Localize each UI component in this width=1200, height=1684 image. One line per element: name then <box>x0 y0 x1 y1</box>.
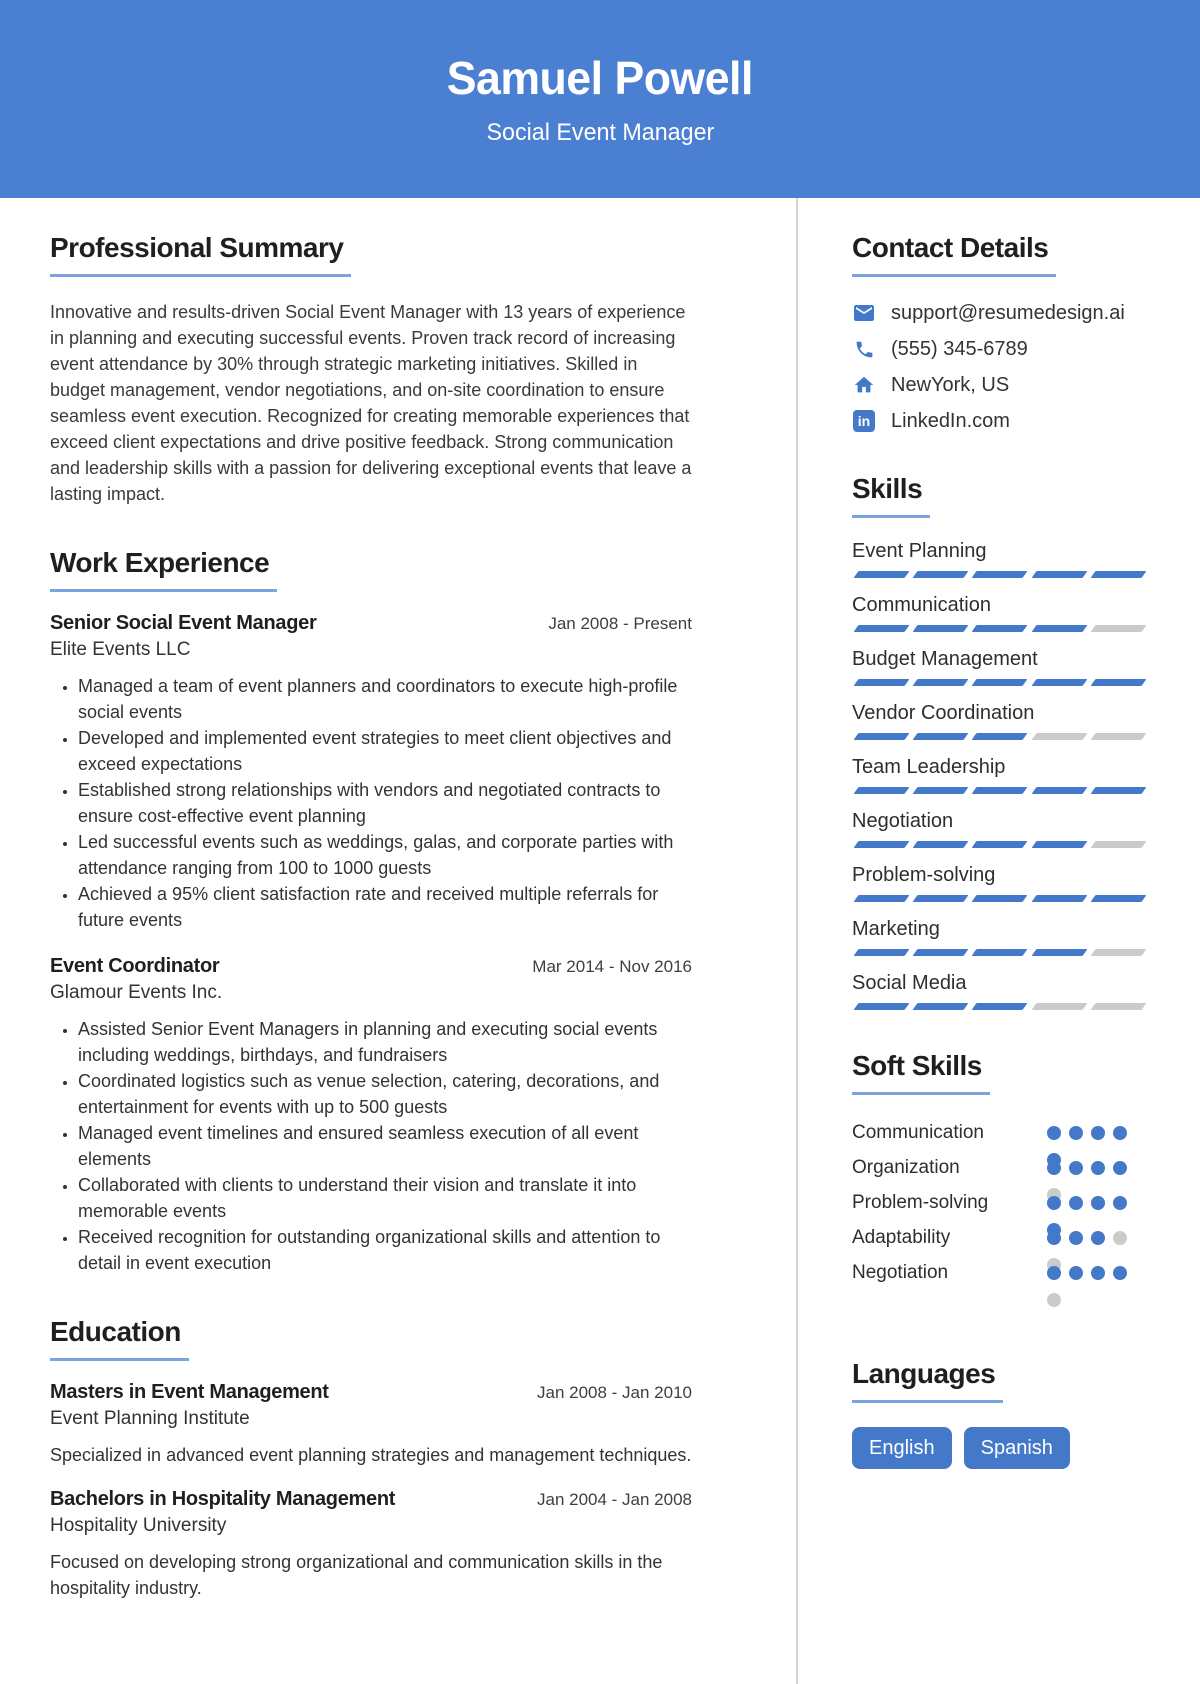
soft-skill-dots <box>1047 1161 1127 1175</box>
skill-bar-segment <box>1031 895 1087 902</box>
sidebar-column <box>852 198 1148 1469</box>
skill-bar-segment <box>913 625 969 632</box>
soft-skill-dot <box>1091 1231 1105 1245</box>
contact-title: Contact Details <box>852 232 1056 277</box>
job-bullet: • Led successful events such as weddings, galas, and corporate parties with attendance ranging from 100 to 1000 guests <box>78 829 692 881</box>
skill-bar-segment <box>913 733 969 740</box>
job-dates: Mar 2014 - Nov 2016 <box>532 957 692 976</box>
skill-bar-segment <box>913 787 969 794</box>
skill-row <box>852 646 1148 686</box>
skill-bar-segment <box>1031 571 1087 578</box>
language-badge: English <box>852 1427 952 1469</box>
soft-skill-name: Communication <box>852 1121 984 1143</box>
skill-bar <box>852 949 1148 956</box>
soft-skills-title: Soft Skills <box>852 1050 990 1095</box>
soft-skill-dot <box>1047 1161 1061 1175</box>
skill-bar-segment <box>854 1003 910 1010</box>
school-name: Hospitality University <box>50 1515 227 1536</box>
skill-bar-segment <box>972 571 1028 578</box>
contact-section <box>852 232 1148 433</box>
skill-bar-segment <box>1090 679 1146 686</box>
skills-title: Skills <box>852 473 930 518</box>
skill-bar-segment <box>913 1003 969 1010</box>
skill-bar-segment <box>854 679 910 686</box>
skill-bar-segment <box>913 949 969 956</box>
language-badge: Spanish <box>964 1427 1070 1469</box>
soft-skill-dot <box>1113 1231 1127 1245</box>
skill-name: Negotiation <box>852 810 954 832</box>
languages-list <box>852 1427 1148 1469</box>
degree-name: Masters in Event Management <box>50 1381 329 1403</box>
skill-bar-segment <box>972 679 1028 686</box>
soft-skill-dot <box>1047 1126 1061 1140</box>
skill-name: Problem-solving <box>852 864 996 886</box>
contact-linkedin: LinkedIn.com <box>891 409 1010 432</box>
skill-bar-segment <box>1031 625 1087 632</box>
degree-name: Bachelors in Hospitality Management <box>50 1488 396 1510</box>
skill-name: Vendor Coordination <box>852 702 1035 724</box>
email-icon <box>852 301 876 325</box>
home-icon <box>852 373 876 397</box>
skill-bar-segment <box>913 679 969 686</box>
soft-skill-row <box>852 1150 1148 1185</box>
soft-skill-row <box>852 1220 1148 1255</box>
soft-skills-overflow-spacer <box>852 1290 1148 1318</box>
skills-list <box>852 538 1148 1010</box>
soft-skill-dot <box>1091 1196 1105 1210</box>
column-divider <box>796 198 798 1684</box>
soft-skill-dot <box>1047 1231 1061 1245</box>
contact-phone: (555) 345-6789 <box>891 337 1028 360</box>
phone-icon <box>852 337 876 361</box>
education-title: Education <box>50 1316 189 1361</box>
skill-name: Social Media <box>852 972 967 994</box>
skill-bar-segment <box>913 895 969 902</box>
soft-skill-dots <box>1047 1196 1127 1210</box>
job-bullet: • Developed and implemented event strategies to meet client objectives and exceed expectations <box>78 725 692 777</box>
contact-phone-row <box>852 337 1148 361</box>
skill-bar-segment <box>913 571 969 578</box>
education-dates: Jan 2008 - Jan 2010 <box>536 1383 692 1402</box>
skill-bar-segment <box>1031 787 1087 794</box>
job-company: Glamour Events Inc. <box>50 982 223 1003</box>
skill-bar-segment <box>972 733 1028 740</box>
skill-bar-segment <box>1090 625 1146 632</box>
skill-bar-segment <box>1090 841 1146 848</box>
job-bullet: • Managed a team of event planners and coordinators to execute high-profile social events <box>78 673 692 725</box>
skill-bar-segment <box>972 625 1028 632</box>
soft-skill-name: Organization <box>852 1156 960 1178</box>
soft-skill-row <box>852 1115 1148 1150</box>
soft-skill-dot <box>1047 1293 1061 1307</box>
job-header <box>50 612 692 635</box>
skill-bar-segment <box>854 733 910 740</box>
skill-row <box>852 592 1148 632</box>
job-role: Event Coordinator <box>50 955 220 977</box>
education-entry <box>50 1488 692 1601</box>
main-column <box>50 198 692 1601</box>
linkedin-icon: in <box>852 409 876 433</box>
skill-bar-segment <box>1090 895 1146 902</box>
content-area <box>0 198 1200 1684</box>
experience-title: Work Experience <box>50 547 277 592</box>
skill-bar <box>852 625 1148 632</box>
skill-bar <box>852 841 1148 848</box>
skill-bar-segment <box>1090 787 1146 794</box>
job-bullet: • Achieved a 95% client satisfaction rate and received multiple referrals for future events <box>78 881 692 933</box>
skill-bar-segment <box>1090 571 1146 578</box>
skill-bar-segment <box>1031 1003 1087 1010</box>
soft-skill-row <box>852 1185 1148 1220</box>
languages-section <box>852 1358 1148 1469</box>
skill-bar <box>852 787 1148 794</box>
job-bullet-list <box>50 1016 692 1276</box>
skill-row <box>852 538 1148 578</box>
skill-bar <box>852 733 1148 740</box>
skill-bar <box>852 679 1148 686</box>
soft-skill-dot <box>1113 1161 1127 1175</box>
contact-list <box>852 301 1148 433</box>
job-bullet: • Received recognition for outstanding organizational skills and attention to detail in event execution <box>78 1224 692 1276</box>
skill-bar-segment <box>1031 841 1087 848</box>
soft-skill-dot <box>1069 1161 1083 1175</box>
soft-skill-dot <box>1113 1266 1127 1280</box>
skill-bar-segment <box>913 841 969 848</box>
skill-bar-segment <box>854 625 910 632</box>
job-dates: Jan 2008 - Present <box>548 614 692 633</box>
skill-bar-segment <box>1031 679 1087 686</box>
summary-section <box>50 232 692 507</box>
contact-location-row <box>852 373 1148 397</box>
soft-skill-dot <box>1047 1266 1061 1280</box>
skill-row <box>852 700 1148 740</box>
soft-skill-dot <box>1091 1161 1105 1175</box>
person-job-title: Social Event Manager <box>486 119 714 146</box>
skill-row <box>852 916 1148 956</box>
soft-skill-name: Problem-solving <box>852 1191 989 1213</box>
skill-bar-segment <box>854 949 910 956</box>
summary-title: Professional Summary <box>50 232 351 277</box>
job-bullet: • Managed event timelines and ensured seamless execution of all event elements <box>78 1120 692 1172</box>
header-banner <box>0 0 1200 198</box>
skill-bar-segment <box>854 895 910 902</box>
skill-name: Budget Management <box>852 648 1038 670</box>
education-header <box>50 1381 692 1404</box>
summary-text: Innovative and results-driven Social Event Manager with 13 years of experience in planning and executing successful events. Proven track record of increasing event attendance by 30% through strategic marketing initiatives. Skilled in budget management, vendor negotiations, and on-site coordination to ensure seamless event execution. Recognized for creating memorable experiences that exceed client expectations and drive positive feedback. Strong communication and leadership skills with a passion for delivering exceptional events that leave a lasting impact. <box>50 302 692 504</box>
soft-skill-row <box>852 1255 1148 1290</box>
skill-row <box>852 862 1148 902</box>
languages-title: Languages <box>852 1358 1003 1403</box>
soft-skills-list <box>852 1115 1148 1318</box>
education-entry <box>50 1381 692 1468</box>
contact-linkedin-row <box>852 409 1148 433</box>
job-bullet: • Assisted Senior Event Managers in planning and executing social events including weddings, birthdays, and fundraisers <box>78 1016 692 1068</box>
skill-bar-segment <box>972 895 1028 902</box>
education-dates: Jan 2004 - Jan 2008 <box>536 1490 692 1509</box>
skill-name: Communication <box>852 594 991 616</box>
school-name: Event Planning Institute <box>50 1408 250 1429</box>
skill-bar-segment <box>972 841 1028 848</box>
skill-bar-segment <box>854 841 910 848</box>
soft-skill-dot <box>1069 1231 1083 1245</box>
skill-row <box>852 970 1148 1010</box>
skill-bar-segment <box>1090 733 1146 740</box>
skill-bar <box>852 1003 1148 1010</box>
education-header <box>50 1488 692 1511</box>
job-bullet: • Coordinated logistics such as venue selection, catering, decorations, and entertainment for events with up to 500 guests <box>78 1068 692 1120</box>
job-company: Elite Events LLC <box>50 639 191 660</box>
job-bullet-list <box>50 673 692 933</box>
soft-skill-name: Negotiation <box>852 1261 949 1283</box>
skill-bar-segment <box>854 787 910 794</box>
skill-bar-segment <box>972 949 1028 956</box>
soft-skill-dot <box>1091 1266 1105 1280</box>
education-description: Specialized in advanced event planning strategies and management techniques. <box>50 1445 692 1465</box>
job-entry <box>50 955 692 1276</box>
contact-location: NewYork, US <box>891 373 1010 396</box>
soft-skill-dot <box>1069 1196 1083 1210</box>
skill-row <box>852 754 1148 794</box>
soft-skill-name: Adaptability <box>852 1226 951 1248</box>
soft-skill-dots <box>1047 1126 1127 1140</box>
soft-skill-dot <box>1069 1126 1083 1140</box>
soft-skill-dots <box>1047 1231 1127 1245</box>
skill-bar-segment <box>1031 949 1087 956</box>
contact-email-row <box>852 301 1148 325</box>
soft-skill-dot <box>1113 1196 1127 1210</box>
skills-section <box>852 473 1148 1010</box>
soft-skill-dot <box>1069 1266 1083 1280</box>
soft-skill-dot <box>1047 1196 1061 1210</box>
skill-bar-segment <box>972 787 1028 794</box>
job-bullet: • Collaborated with clients to understand their vision and translate it into memorable events <box>78 1172 692 1224</box>
job-role: Senior Social Event Manager <box>50 612 317 634</box>
skill-bar <box>852 895 1148 902</box>
skill-bar <box>852 571 1148 578</box>
skill-bar-segment <box>854 571 910 578</box>
skill-name: Event Planning <box>852 540 987 562</box>
job-header <box>50 955 692 978</box>
skill-bar-segment <box>1031 733 1087 740</box>
job-bullet: • Established strong relationships with vendors and negotiated contracts to ensure cost-effective event planning <box>78 777 692 829</box>
skill-bar-segment <box>1090 1003 1146 1010</box>
soft-skills-section <box>852 1050 1148 1318</box>
education-section <box>50 1316 692 1601</box>
education-description: Focused on developing strong organizational and communication skills in the hospitality industry. <box>50 1552 663 1598</box>
person-name: Samuel Powell <box>446 52 754 104</box>
soft-skill-dot <box>1113 1126 1127 1140</box>
skill-bar-segment <box>1090 949 1146 956</box>
experience-section <box>50 547 692 1276</box>
job-entry <box>50 612 692 933</box>
soft-skill-dots <box>1047 1266 1127 1280</box>
skill-name: Team Leadership <box>852 756 1006 778</box>
skill-bar-segment <box>972 1003 1028 1010</box>
contact-email: support@resumedesign.ai <box>891 301 1125 324</box>
soft-skill-dot <box>1091 1126 1105 1140</box>
skill-name: Marketing <box>852 918 940 940</box>
skill-row <box>852 808 1148 848</box>
